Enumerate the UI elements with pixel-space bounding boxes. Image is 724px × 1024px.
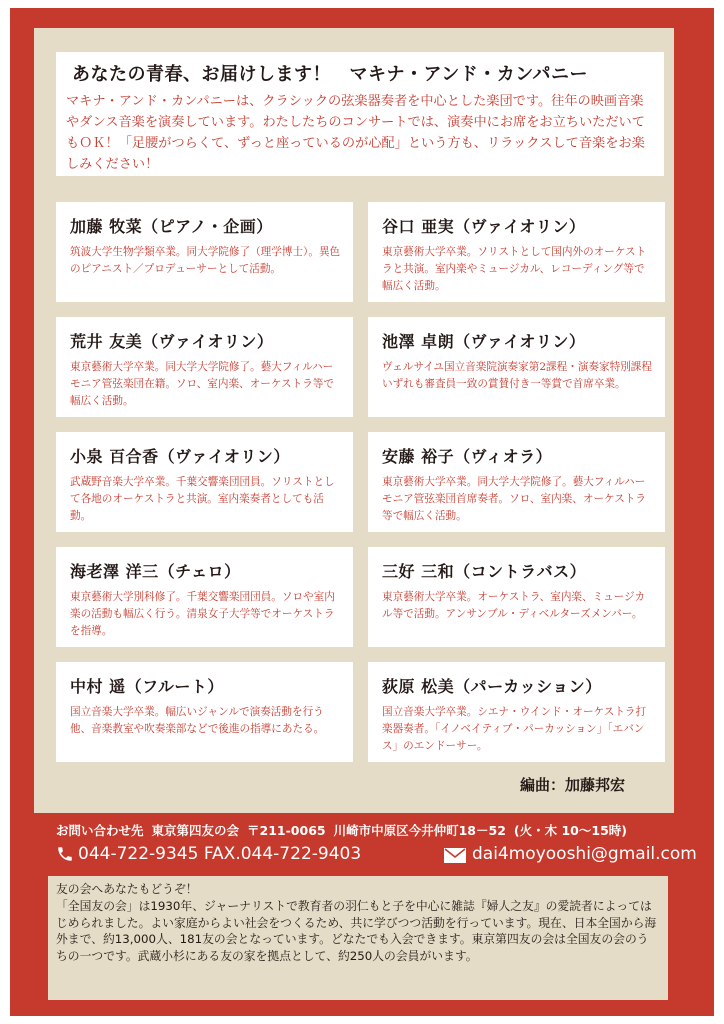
mail-icon <box>444 848 466 863</box>
member-desc: ヴェルサイユ国立音楽院演奏家第2課程・演奏家特別課程いずれも審査員一致の賞賛付き一等賞で首席卒業。 <box>382 361 652 390</box>
member-name: 三好 三和（コントラバス） <box>382 562 587 581</box>
member-name: 安藤 裕子（ヴィオラ） <box>382 447 553 466</box>
club-heading: 友の会へあなたもどうぞ！ <box>56 882 198 896</box>
club-body: 「全国友の会」は1930年、ジャーナリストで教育者の羽仁もと子を中心に雑誌『婦人之友』の愛読者によってはじめられました。よい家庭からよい社会をつくるため、共に学びつつ活動を行っています。現在、日本全国から海外まで、約13,000人、181友の会となっています。どなたでも入会できます。東京第四友の会は全国友の会のうちの一つです。武蔵小杉にある友の家を拠点として、約250人の会員がいます。 <box>56 898 657 964</box>
member-desc: 東京藝術大学別科修了。千葉交響楽団団員。ソロや室内楽の活動も幅広く行う。清泉女子大学等でオーケストラを指導。 <box>70 591 335 637</box>
member-card <box>368 662 665 762</box>
member-desc: 筑波大学生物学類卒業。同大学院修了（理学博士）。異色のピアニスト／プロデューサーとして活動。 <box>70 246 341 275</box>
member-name: 中村 遥（フルート） <box>70 677 224 696</box>
member-name: 池澤 卓朗（ヴァイオリン） <box>382 332 586 351</box>
phone-fax[interactable]: 044-722-9345 FAX.044-722-9403 <box>78 844 362 864</box>
member-name: 海老澤 洋三（チェロ） <box>70 562 241 581</box>
member-name: 加藤 牧菜（ピアノ・企画） <box>70 217 273 236</box>
phone-email-row <box>56 842 697 868</box>
contact-label: お問い合わせ先 <box>56 823 144 838</box>
member-card <box>56 202 353 302</box>
intro-body: マキナ・アンド・カンパニーは、クラシックの弦楽器奏者を中心とした楽団です。往年の映画音楽やダンス音楽を演奏しています。わたしたちのコンサートでは、演奏中にお席をお立ちいただいてもＯＫ！「足腰がつらくて、ずっと座っているのが心配」という方も、リラックスして音楽をお楽しみください！ <box>66 94 645 172</box>
intro-box <box>56 52 664 176</box>
member-card <box>56 432 353 532</box>
member-card <box>368 317 665 417</box>
member-desc: 東京藝術大学卒業。オーケストラ、室内楽、ミュージカル等で活動。アンサンブル・ディベルターズメンバー。 <box>382 591 646 620</box>
contact-info <box>56 821 635 839</box>
member-name: 荒井 友美（ヴァイオリン） <box>70 332 274 351</box>
member-name: 荻原 松美（パーカッション） <box>382 677 602 696</box>
member-card <box>368 432 665 532</box>
member-name: 小泉 百合香（ヴァイオリン） <box>70 447 290 466</box>
member-card <box>368 547 665 647</box>
member-desc: 東京藝術大学卒業。ソリストとして国内外のオーケストラと共演。室内楽やミュージカル、レコーディング等で幅広く活動。 <box>382 246 647 292</box>
member-desc: 武蔵野音楽大学卒業。千葉交響楽団団員。ソリストとして各地のオーケストラと共演。室内楽奏者としても活動。 <box>70 476 335 522</box>
member-card <box>56 317 353 417</box>
member-card <box>368 202 665 302</box>
contact-postal: 〒211-0065 <box>247 823 326 838</box>
contact-org: 東京第四友の会 <box>151 823 240 838</box>
tomonokai-info <box>48 876 668 1000</box>
member-desc: 東京藝術大学卒業。同大学大学院修了。藝大フィルハーモニア管弦楽団首席奏者。ソロ、室内楽、オーケストラ等で幅広く活動。 <box>382 476 646 522</box>
member-card <box>56 547 353 647</box>
contact-hours: (火・木 10〜15時) <box>513 823 627 838</box>
phone-icon <box>56 845 74 863</box>
member-desc: 国立音楽大学卒業。シエナ・ウインド・オーケストラ打楽器奏者。「イノベイティブ・パーカッション」「エバンス」のエンドーサー。 <box>382 706 647 752</box>
member-desc: 国立音楽大学卒業。幅広いジャンルで演奏活動を行う他、音楽教室や吹奏楽部などで後進の指導にあたる。 <box>70 706 325 735</box>
member-card <box>56 662 353 762</box>
email-link[interactable]: dai4moyooshi@gmail.com <box>472 844 697 864</box>
intro-title: あなたの青春、お届けします！ マキナ・アンド・カンパニー <box>72 64 589 85</box>
member-name: 谷口 亜実（ヴァイオリン） <box>382 217 586 236</box>
member-desc: 東京藝術大学卒業。同大学大学院修了。藝大フィルハーモニア管弦楽団在籍。ソロ、室内楽、オーケストラ等で幅広く活動。 <box>70 361 334 407</box>
arranger-credit: 編曲：加藤邦宏 <box>520 776 626 794</box>
contact-address: 川崎市中原区今井仲町18－52 <box>333 823 506 838</box>
